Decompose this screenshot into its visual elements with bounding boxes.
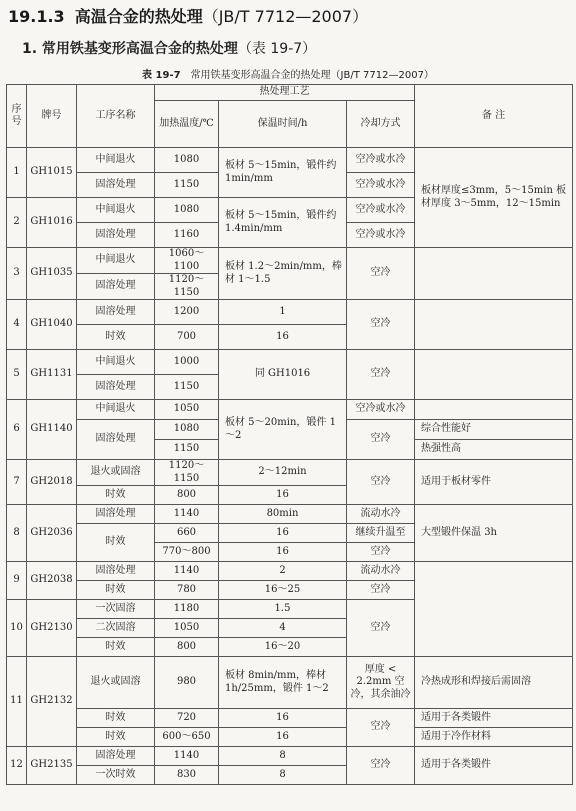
- cell-note: 板材厚度≤3mm，5～15min 板材厚度 3～5mm，12～15min: [415, 148, 573, 248]
- cell-holding-time: 16: [219, 543, 347, 562]
- cell-process: 固溶处理: [77, 173, 155, 198]
- subsection-table-ref: （表 19-7）: [237, 41, 317, 57]
- table-row: [7, 148, 573, 173]
- cell-temperature: 1060～1100: [155, 248, 219, 274]
- cell-seq: 3: [7, 248, 27, 300]
- cell-holding-time: 16～20: [219, 638, 347, 657]
- cell-temperature: 800: [155, 486, 219, 505]
- cell-seq: 5: [7, 350, 27, 400]
- table-row: [7, 400, 573, 420]
- cell-seq: 11: [7, 657, 27, 747]
- cell-process: 一次时效: [77, 766, 155, 785]
- cell-cooling: 流动水冷: [347, 562, 415, 581]
- cell-note: 适用于各类锻件: [415, 747, 573, 785]
- cell-cooling: 空冷: [347, 300, 415, 350]
- cell-cooling: 空冷或水冷: [347, 148, 415, 173]
- cell-process: 二次固溶: [77, 619, 155, 638]
- cell-process: 固溶处理: [77, 375, 155, 400]
- table-caption: [0, 66, 576, 81]
- cell-process: 固溶处理: [77, 274, 155, 300]
- cell-cooling: 空冷或水冷: [347, 400, 415, 420]
- cell-note: 适用于各类锻件: [415, 709, 573, 728]
- cell-note: 大型锻件保温 3h: [415, 505, 573, 562]
- cell-temperature: 1140: [155, 505, 219, 524]
- cell-holding-time: 1.5: [219, 600, 347, 619]
- cell-grade: GH2038: [27, 562, 77, 600]
- cell-process: 中间退火: [77, 148, 155, 173]
- cell-temperature: 830: [155, 766, 219, 785]
- cell-temperature: 1150: [155, 375, 219, 400]
- cell-temperature: 780: [155, 581, 219, 600]
- cell-cooling: 空冷或水冷: [347, 173, 415, 198]
- cell-cooling: 空冷: [347, 460, 415, 505]
- cell-seq: 9: [7, 562, 27, 600]
- cell-process: 时效: [77, 581, 155, 600]
- cell-temperature: 720: [155, 709, 219, 728]
- header-temperature: 加热温度/℃: [155, 101, 219, 148]
- cell-temperature: 1000: [155, 350, 219, 375]
- cell-note: [415, 300, 573, 350]
- table-row: [7, 460, 573, 486]
- cell-note: 热强性高: [415, 440, 573, 460]
- cell-holding-time: 1: [219, 300, 347, 325]
- cell-note: 综合性能好: [415, 420, 573, 440]
- cell-grade: GH1035: [27, 248, 77, 300]
- cell-note: 适用于冷作材料: [415, 728, 573, 747]
- header-holding-time: 保温时间/h: [219, 101, 347, 148]
- cell-holding-time: 16: [219, 709, 347, 728]
- cell-temperature: 770～800: [155, 543, 219, 562]
- cell-note: 适用于板材零件: [415, 460, 573, 505]
- cell-process: 一次固溶: [77, 600, 155, 619]
- cell-cooling: 流动水冷: [347, 505, 415, 524]
- header-row: [7, 85, 573, 101]
- cell-holding-time: 4: [219, 619, 347, 638]
- cell-holding-time: 2: [219, 562, 347, 581]
- cell-process: 固溶处理: [77, 300, 155, 325]
- cell-grade: GH1140: [27, 400, 77, 460]
- cell-temperature: 660: [155, 524, 219, 543]
- cell-temperature: 800: [155, 638, 219, 657]
- cell-cooling: 继续升温至: [347, 524, 415, 543]
- cell-seq: 7: [7, 460, 27, 505]
- table-row: [7, 709, 573, 728]
- section-heading: [8, 4, 368, 27]
- cell-temperature: 1120～1150: [155, 460, 219, 486]
- cell-temperature: 1150: [155, 440, 219, 460]
- cell-grade: GH1131: [27, 350, 77, 400]
- header-cooling: 冷却方式: [347, 101, 415, 148]
- table-row: [7, 657, 573, 709]
- section-number: 19.1.3: [8, 7, 65, 26]
- cell-note: [415, 350, 573, 400]
- cell-seq: 2: [7, 198, 27, 248]
- cell-cooling: 空冷: [347, 248, 415, 300]
- cell-grade: GH1016: [27, 198, 77, 248]
- header-grade: 牌号: [27, 85, 77, 148]
- table-row: [7, 248, 573, 274]
- cell-grade: GH1040: [27, 300, 77, 350]
- cell-temperature: 1080: [155, 420, 219, 440]
- cell-holding-time: 板材 8min/mm，棒材 1h/25mm，锻件 1～2: [219, 657, 347, 709]
- header-process: 工序名称: [77, 85, 155, 148]
- cell-process: 固溶处理: [77, 223, 155, 248]
- heat-treatment-table: [6, 84, 573, 785]
- cell-temperature: 1080: [155, 198, 219, 223]
- cell-holding-time: 2～12min: [219, 460, 347, 486]
- cell-grade: GH2132: [27, 657, 77, 747]
- cell-holding-time: 16: [219, 728, 347, 747]
- cell-holding-time: 同 GH1016: [219, 350, 347, 400]
- cell-process: 中间退火: [77, 400, 155, 420]
- section-standard: （JB/T 7712—2007）: [202, 7, 369, 26]
- cell-temperature: 1140: [155, 747, 219, 766]
- cell-process: 时效: [77, 325, 155, 350]
- header-heat-treatment-group: 热处理工艺: [155, 85, 415, 101]
- cell-seq: 10: [7, 600, 27, 657]
- cell-cooling: 空冷: [347, 581, 415, 600]
- cell-note: 冷热成形和焊接后需固溶: [415, 657, 573, 709]
- table-row: [7, 747, 573, 766]
- cell-holding-time: 16～25: [219, 581, 347, 600]
- cell-temperature: 600～650: [155, 728, 219, 747]
- cell-holding-time: 16: [219, 325, 347, 350]
- cell-cooling: 厚度 < 2.2mm 空冷，其余油冷: [347, 657, 415, 709]
- cell-temperature: 1200: [155, 300, 219, 325]
- cell-note: [415, 562, 573, 657]
- cell-temperature: 1180: [155, 600, 219, 619]
- cell-process: 时效: [77, 728, 155, 747]
- cell-holding-time: 8: [219, 766, 347, 785]
- cell-cooling: 空冷: [347, 747, 415, 785]
- cell-temperature: 1150: [155, 173, 219, 198]
- cell-holding-time: 板材 1.2～2min/mm，棒材 1～1.5: [219, 248, 347, 300]
- cell-cooling: 空冷: [347, 543, 415, 562]
- table-row: [7, 350, 573, 375]
- cell-cooling: 空冷或水冷: [347, 223, 415, 248]
- cell-process: 时效: [77, 638, 155, 657]
- cell-process: 时效: [77, 709, 155, 728]
- cell-process: 固溶处理: [77, 505, 155, 524]
- cell-cooling: 空冷: [347, 420, 415, 460]
- cell-cooling: 空冷或水冷: [347, 198, 415, 223]
- table-row: [7, 562, 573, 581]
- subsection-text: 1. 常用铁基变形高温合金的热处理: [22, 41, 238, 57]
- cell-cooling: 空冷: [347, 350, 415, 400]
- cell-seq: 4: [7, 300, 27, 350]
- cell-temperature: 1050: [155, 619, 219, 638]
- cell-holding-time: 80min: [219, 505, 347, 524]
- cell-note: [415, 248, 573, 300]
- cell-process: 中间退火: [77, 198, 155, 223]
- cell-holding-time: 板材 5～15min，锻件约 1.4min/mm: [219, 198, 347, 248]
- cell-grade: GH1015: [27, 148, 77, 198]
- subsection-heading: [22, 38, 316, 58]
- header-seq: 序号: [7, 85, 27, 148]
- cell-temperature: 1140: [155, 562, 219, 581]
- cell-seq: 8: [7, 505, 27, 562]
- cell-grade: GH2130: [27, 600, 77, 657]
- cell-seq: 6: [7, 400, 27, 460]
- cell-process: 时效: [77, 524, 155, 562]
- cell-grade: GH2018: [27, 460, 77, 505]
- cell-holding-time: 8: [219, 747, 347, 766]
- cell-temperature: 1160: [155, 223, 219, 248]
- cell-holding-time: 板材 5～20min，锻件 1～2: [219, 400, 347, 460]
- cell-process: 退火或固溶: [77, 657, 155, 709]
- cell-cooling: 空冷: [347, 709, 415, 747]
- cell-process: 固溶处理: [77, 562, 155, 581]
- cell-grade: GH2036: [27, 505, 77, 562]
- cell-process: 时效: [77, 486, 155, 505]
- cell-process: 固溶处理: [77, 420, 155, 460]
- table-row: [7, 728, 573, 747]
- table-title: 常用铁基变形高温合金的热处理（JB/T 7712—2007）: [190, 70, 434, 81]
- cell-temperature: 700: [155, 325, 219, 350]
- cell-process: 中间退火: [77, 350, 155, 375]
- cell-grade: GH2135: [27, 747, 77, 785]
- cell-seq: 12: [7, 747, 27, 785]
- section-title: 高温合金的热处理: [74, 7, 203, 26]
- header-note: 备 注: [415, 85, 573, 148]
- cell-cooling: 空冷: [347, 600, 415, 657]
- cell-process: 中间退火: [77, 248, 155, 274]
- table-row: [7, 505, 573, 524]
- cell-seq: 1: [7, 148, 27, 198]
- cell-process: 退火或固溶: [77, 460, 155, 486]
- table-row: [7, 300, 573, 325]
- cell-process: 固溶处理: [77, 747, 155, 766]
- cell-temperature: 980: [155, 657, 219, 709]
- cell-temperature: 1050: [155, 400, 219, 420]
- cell-note: [415, 400, 573, 420]
- cell-holding-time: 板材 5～15min，锻件约 1min/mm: [219, 148, 347, 198]
- cell-temperature: 1120～1150: [155, 274, 219, 300]
- cell-holding-time: 16: [219, 486, 347, 505]
- cell-holding-time: 16: [219, 524, 347, 543]
- table-number: 表 19-7: [142, 70, 181, 81]
- cell-temperature: 1080: [155, 148, 219, 173]
